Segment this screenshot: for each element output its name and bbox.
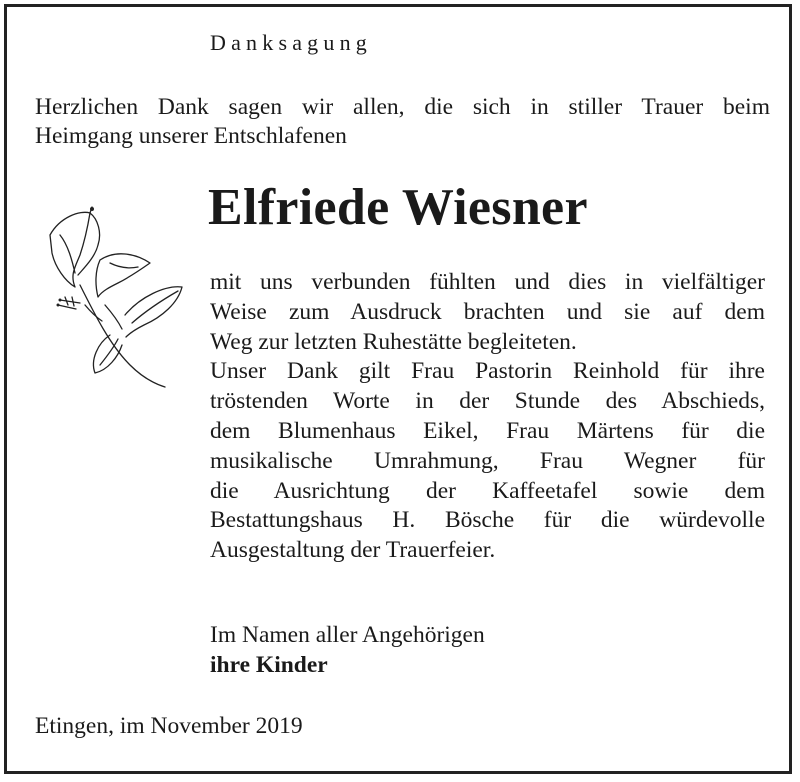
signature: ihre Kinder xyxy=(210,652,328,678)
calla-lily-icon xyxy=(40,205,190,395)
place-date: Etingen, im November 2019 xyxy=(35,713,303,739)
body-line: musikalische Umrahmung, Frau Wegner für xyxy=(210,447,765,474)
closing-line: Im Namen aller Angehörigen xyxy=(210,622,485,648)
body-line: die Ausrichtung der Kaffeetafel sowie dem xyxy=(210,477,765,504)
intro-line-2: Heimgang unserer Entschlafenen xyxy=(35,123,347,149)
body-line: Unser Dank gilt Frau Pastorin Reinhold für ihre xyxy=(210,358,765,385)
deceased-name: Elfriede Wiesner xyxy=(208,179,588,236)
body-text xyxy=(210,268,765,566)
intro-text xyxy=(35,93,770,151)
body-line: Weise zum Ausdruck brachten und sie auf dem xyxy=(210,298,765,325)
notice-heading: Danksagung xyxy=(210,30,372,55)
body-line: mit uns verbunden fühlten und dies in vielfältiger xyxy=(210,269,765,295)
closing-block xyxy=(210,620,485,680)
body-line: Bestattungshaus H. Bösche für die würdevolle xyxy=(210,507,765,534)
body-line: tröstenden Worte in der Stunde des Abschieds, xyxy=(210,388,765,415)
intro-line-1: Herzlichen Dank sagen wir allen, die sich in stiller Trauer beim xyxy=(35,94,770,120)
body-line: Weg zur letzten Ruhestätte begleiteten. xyxy=(210,328,577,355)
body-line: dem Blumenhaus Eikel, Frau Märtens für die xyxy=(210,417,765,444)
body-line: Ausgestaltung der Trauerfeier. xyxy=(210,537,496,564)
